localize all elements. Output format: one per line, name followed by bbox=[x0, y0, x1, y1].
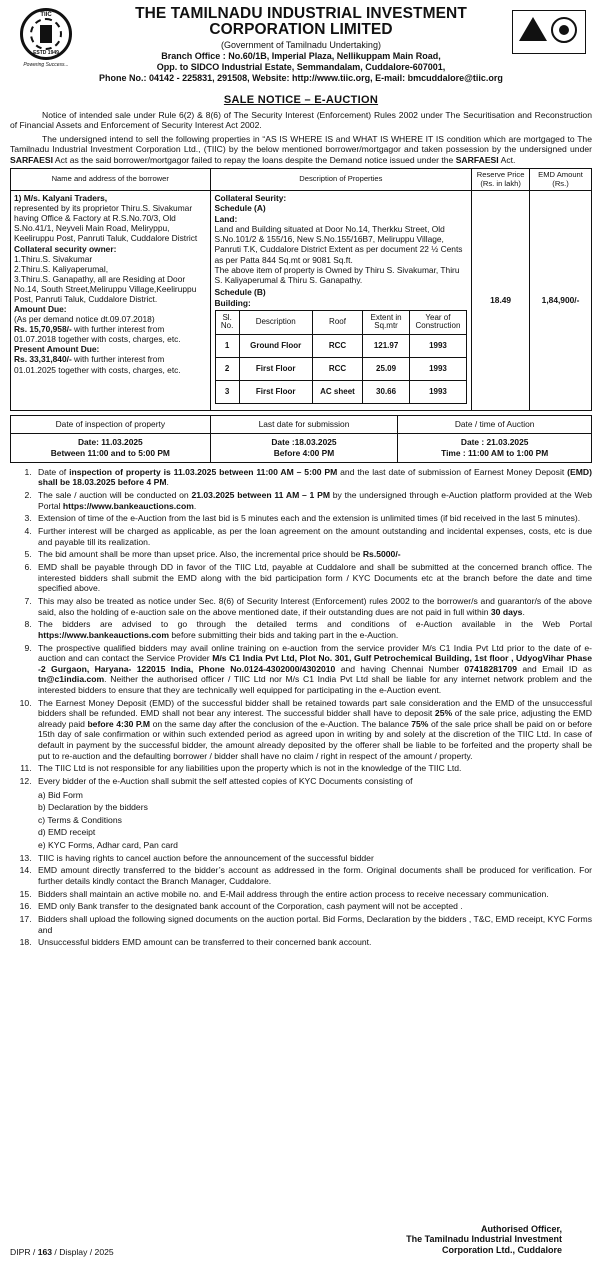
building-table bbox=[215, 310, 468, 404]
term-7: 7. This may also be treated as notice under Sec. 8(6) of Security Interest (Enforcement) rules 2002 to the borrower/s and guarantor/s of the above said, also the holding of e-auction sale on the above mentioned date, if their outstanding dues are not paid in full within 30 days. bbox=[34, 596, 592, 617]
term-1: 1. Date of inspection of property is 11.03.2025 between 11:00 AM – 5:00 PM and the last date of submission of Earnest Money Deposit (EMD) shall be 18.03.2025 before 4 PM. bbox=[34, 467, 592, 488]
owned-text: The above item of property is Owned by Thiru S. Sivakumar, Thiru S. Kaliyaperumal & Thiru S. Ganapathy. bbox=[214, 264, 460, 286]
org-name-line1: THE TAMILNADU INDUSTRIAL INVESTMENT bbox=[135, 5, 467, 22]
amount-due-note: (As per demand notice dt.09.07.2018) bbox=[14, 314, 155, 325]
branch-line1: Branch Office : No.60/1B, Imperial Plaza, Nellikuppam Main Road, bbox=[161, 50, 441, 61]
list-item: c) Terms & Conditions bbox=[38, 814, 122, 825]
auction-header: Date / time of Auction bbox=[398, 415, 592, 433]
auction-date: Date : 21.03.2025 Time : 11:00 AM to 1:00 PM bbox=[398, 433, 592, 462]
term-4: 4. Further interest will be charged as applicable, as per the loan agreement on the amount outstanding and incidental expenses, costs, etc is due and payable till its realization. bbox=[34, 526, 592, 547]
intro-para2: The undersigned intend to sell the following properties in “AS IS WHERE IS and WHAT IS WHERE IT IS condition which are mortgaged to The Tamilnadu Industrial Investment Corporation Ltd., (TIIC) by the below mentioned borrower/mortgagor and taken possession by the undersigned under SARFAESI Act as the said borrower/mortgagor failed to repay the loans despite the Demand notice issued under the SARFAESI Act. bbox=[10, 133, 592, 165]
table-row: 2 First Floor RCC 25.09 1993 bbox=[215, 357, 467, 380]
list-item: e) KYC Forms, Adhar card, Pan card bbox=[38, 839, 178, 850]
borrower-name: 1) M/s. Kalyani Traders, bbox=[14, 193, 108, 204]
bankeauctions-link[interactable]: https://www.bankeauctions.com bbox=[38, 629, 169, 640]
term-8: 8. The bidders are advised to go through the detailed terms and conditions of e-Auction available in the Web Portal https://www.bankeauctions.com before submitting their bids and taking part in the e-Auction. bbox=[34, 619, 592, 640]
property-table bbox=[10, 168, 592, 411]
logo-top-text: TIIC bbox=[40, 12, 52, 18]
term-6: 6. EMD shall be payable through DD in favor of the TIIC Ltd, payable at Cuddalore and shall be submitted at the concerned branch office. The interested bidders shall submit the EMD along with the bid participation form / KYC Documents etc at the branch before the date and time specified above. bbox=[34, 562, 592, 594]
collateral-label: Collateral Seurity: bbox=[214, 193, 287, 204]
signatory: Authorised Officer, The Tamilnadu Industrial Investment Corporation Ltd., Cuddalore bbox=[406, 1223, 562, 1256]
kyc-documents-list bbox=[38, 790, 592, 851]
sub-header-sl: Sl. No. bbox=[215, 310, 239, 334]
list-item: b) Declaration by the bidders bbox=[38, 802, 148, 813]
term-17: 17. Bidders shall upload the following signed documents on the auction portal. Bid Forms, Declaration by the bidders , T&C, EMD receipt, KYC Forms and bbox=[34, 914, 592, 935]
land-label: Land: bbox=[214, 213, 238, 224]
header-reserve: Reserve Price (Rs. in lakh) bbox=[472, 169, 530, 191]
seal-mark-icon bbox=[551, 17, 577, 43]
email-link[interactable]: tn@c1india.com bbox=[38, 674, 105, 685]
logo-caption: Powering Success... bbox=[23, 62, 69, 68]
property-cell bbox=[210, 191, 472, 411]
amount-due-label: Amount Due: bbox=[14, 304, 67, 315]
owner-label: Collateral security owner: bbox=[14, 243, 117, 254]
present-amount-label: Present Amount Due: bbox=[14, 344, 100, 355]
term-12: 12. Every bidder of the e-Auction shall submit the self attested copies of KYC Documents consisting of a) Bid Form b) Declaration by the bidders c) Terms & Conditions d) EMD receipt e) KYC Forms, Adhar card, Pan card bbox=[34, 776, 592, 850]
term-5: 5. The bid amount shall be more than upset price. Also, the incremental price should be Rs.5000/- bbox=[34, 549, 592, 560]
sub-header-description: Description bbox=[239, 310, 312, 334]
inspection-date: Date: 11.03.2025 Between 11:00 and to 5:00 PM bbox=[11, 433, 211, 462]
owner-2: 2.Thiru.S. Kaliyaperumal, bbox=[14, 263, 109, 274]
borrower-address: represented by its proprietor Thiru.S. Sivakumar having Office & Factory at R.S.No.70/3, Old S.No.41/1, Neyveli Main Road, Melirуppu, Keeliruppu Post, Panruti Taluk, Cuddalore District bbox=[14, 203, 198, 244]
bankeauctions-link[interactable]: https://www.bankeauctions.com bbox=[62, 500, 194, 511]
submission-date: Date :18.03.2025 Before 4:00 PM bbox=[210, 433, 398, 462]
emd-amount: 1,84,900/- bbox=[530, 191, 592, 411]
tiic-logo bbox=[16, 8, 76, 68]
land-text: Land and Building situated at Door No.14, Therkku Street, Old S.No.101/2 & 155/16, New S.No.155/16B7, Meliruppu Village, Panruti T.K, Cuddalore District Extent as per document 22 ½ Cents as per Patta 844 Sq.mt or 9081 Sq.ft. bbox=[214, 223, 463, 265]
submission-header: Last date for submission bbox=[210, 415, 398, 433]
borrower-cell bbox=[11, 191, 211, 411]
term-18: 18. Unsuccessful bidders EMD amount can be transferred to their concerned bank account. bbox=[34, 937, 592, 948]
certification-logo bbox=[512, 10, 586, 54]
table-row: 3 First Floor AC sheet 30.66 1993 bbox=[215, 380, 467, 403]
schedule-table bbox=[10, 415, 592, 463]
schedule-a: Schedule (A) bbox=[214, 203, 266, 214]
inspection-header: Date of inspection of property bbox=[11, 415, 211, 433]
list-item: a) Bid Form bbox=[38, 789, 83, 800]
amount-due: Rs. 15,70,958/- with further interest from 01.07.2018 together with costs, charges, etc. bbox=[14, 324, 181, 345]
owner-3: 3.Thiru.S. Ganapathy, all are Residing at Door No.14, South Street,Meliruppu Village,Keeliruppu Post, Panruti Taluk, Cuddalore District. bbox=[14, 273, 197, 304]
term-3: 3. Extension of time of the e-Auction from the last bid is 5 minutes each and the extension is unlimited times (if bid received in the last 5 minutes). bbox=[34, 513, 592, 524]
term-2: 2. The sale / auction will be conducted on 21.03.2025 between 11 AM – 1 PM by the undersigned through e-Auction platform provided at the Web Portal https://www.bankeauctions.com. bbox=[34, 490, 592, 511]
government-line: (Government of Tamilnadu Undertaking) bbox=[221, 39, 381, 50]
term-10: 10. The Earnest Money Deposit (EMD) of the successful bidder shall be retained towards part sale consideration and the EMD of the unsuccessful bidders shall be refunded. EMD shall not bear any interest. The successful bidder shall have to deposit 25% of the sale price, adjusting the EMD already paid before 4:30 P.M on the same day after the conclusion of the e-Auction. The balance 75% of the sale price shall be paid on or before 15th day of sale confirmation or within such extended period as agreed upon in writing by and solely at the discretion of the TIIC Ltd. In case of default in payment by the successful bidder, the amount already deposited by the offerer shall be liable to be forfeited and the property shall be put to re-auction and the defaulting borrower / bidder shall have no claim / right in respect of the amount / property. bbox=[34, 698, 592, 761]
reserve-price: 18.49 bbox=[472, 191, 530, 411]
term-11: 11. The TIIC Ltd is not responsible for any liabilities upon the property which is not in the knowledge of the TIIC Ltd. bbox=[34, 763, 592, 774]
triangle-mark-icon bbox=[519, 17, 547, 41]
dipr-number: DIPR / 163 / Display / 2025 bbox=[10, 1247, 114, 1258]
term-13: 13. TIIC is having rights to cancel auction before the announcement of the successful bidder bbox=[34, 853, 592, 864]
schedule-b: Schedule (B) bbox=[214, 287, 266, 298]
branch-line2: Opp. to SIDCO Industrial Estate, Semmandalam, Cuddalore-607001, bbox=[156, 61, 446, 72]
header bbox=[10, 6, 592, 94]
table-row: 1 Ground Floor RCC 121.97 1993 bbox=[215, 334, 467, 357]
header-description: Description of Properties bbox=[210, 169, 472, 191]
building-label: Building: bbox=[214, 297, 251, 308]
term-14: 14. EMD amount directly transferred to the bidder’s account as addressed in the form. Original documents shall be produced for verification. For further details kindly contact the Branch Manager, Cuddalore. bbox=[34, 865, 592, 886]
contact-line: Phone No.: 04142 - 225831, 291508, Website: http://www.tiic.org, E-mail: bmcuddalore@tiic.org bbox=[99, 72, 503, 83]
sub-header-extent: Extent in Sq.mtr bbox=[363, 310, 409, 334]
present-amount: Rs. 33,31,840/- with further interest from 01.01.2025 together with costs, charges, etc. bbox=[14, 354, 181, 375]
sub-header-year: Year of Construction bbox=[409, 310, 466, 334]
org-name-line2: CORPORATION LIMITED bbox=[209, 21, 393, 39]
sub-header-roof: Roof bbox=[312, 310, 363, 334]
header-emd: EMD Amount (Rs.) bbox=[530, 169, 592, 191]
header-borrower: Name and address of the borrower bbox=[11, 169, 211, 191]
list-item: d) EMD receipt bbox=[38, 827, 96, 838]
owner-1: 1.Thiru.S. Sivakumar bbox=[14, 253, 93, 264]
intro-para1: Notice of intended sale under Rule 6(2) & 8(6) of The Security Interest (Enforcement) Rules 2002 under The Securitisation and Reconstruction of Financial Assets and Enforcement of Security Interest Act 2002. bbox=[10, 109, 592, 131]
term-16: 16. EMD only Bank transfer to the designated bank account of the Corporation, cash payment will not be accepted . bbox=[34, 901, 592, 912]
terms-list bbox=[10, 467, 592, 948]
term-9: 9. The prospective qualified bidders may avail online training on e-auction from the service provider M/s C1 India Pvt Ltd prior to the date of e-auction and can contact the Service Provider M/s C1 India Pvt Ltd, Plot No. 301, Gulf Petrochemical Building, 1st floor , UdyogVihar Phase -2 Gurgaon, Haryana- 122015 India, Phone No.0124-4302000/4302010 and having Chennai Number 07418281709 and Email ID as tn@c1india.com. Neither the authorised officer / TIIC Ltd nor M/s C1 India Pvt Ltd shall be liable for any internet network problem and the interested bidders to ensure that they are technically well equipped for participating in the e-Auction event. bbox=[34, 643, 592, 696]
logo-bottom-text: ESTD 1949 bbox=[33, 49, 59, 56]
term-15: 15. Bidders shall maintain an active mobile no. and E-Mail address through the entire action process to receive necessary communication. bbox=[34, 889, 592, 900]
notice-title: SALE NOTICE – E-AUCTION bbox=[223, 94, 379, 106]
